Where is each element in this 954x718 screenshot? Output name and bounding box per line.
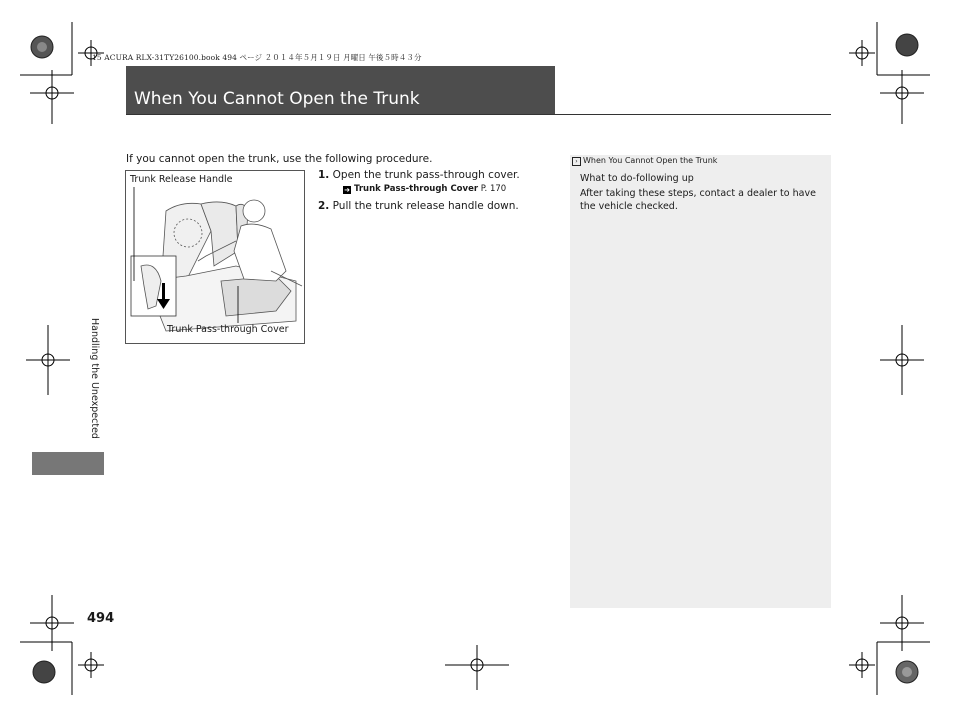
step-number: 1.: [318, 169, 330, 181]
cross-reference[interactable]: [343, 184, 506, 194]
print-header: 15 ACURA RLX-31TY26100.book 494 ページ ２０１４年５月１９日 月曜日 午後５時４３分: [92, 53, 422, 62]
title-underline: [126, 114, 831, 115]
page-number: 494: [87, 611, 115, 626]
step-text: Open the trunk pass-through cover.: [332, 169, 520, 181]
side-note-body: After taking these steps, contact a dealer to have the vehicle checked.: [580, 188, 816, 212]
reference-page: P. 170: [480, 184, 507, 194]
chapter-thumb-tab: [32, 452, 104, 475]
reference-arrow-icon: ➜: [344, 186, 350, 194]
label-trunk-release-handle: Trunk Release Handle: [130, 174, 233, 185]
note-marker-icon: ›: [572, 157, 581, 166]
step-text: Pull the trunk release handle down.: [332, 200, 519, 212]
side-note-panel: [570, 155, 831, 608]
step-1: [318, 169, 520, 181]
side-note-heading-text: When You Cannot Open the Trunk: [583, 156, 718, 165]
reference-link[interactable]: Trunk Pass-through Cover: [354, 184, 479, 194]
trunk-release-illustration: [125, 170, 305, 344]
intro-text: If you cannot open the trunk, use the following procedure.: [126, 153, 433, 165]
step-number: 2.: [318, 200, 330, 212]
chapter-tab-label: [86, 318, 100, 450]
side-note-subheading: What to do-following up: [580, 173, 694, 184]
section-title: When You Cannot Open the Trunk: [134, 89, 420, 109]
step-2: [318, 200, 519, 212]
side-note-heading: [572, 156, 717, 166]
chapter-tab-text: Handling the Unexpected: [89, 318, 100, 439]
label-trunk-pass-through-cover: Trunk Pass-through Cover: [167, 324, 289, 335]
seat-drawing: [126, 171, 304, 343]
